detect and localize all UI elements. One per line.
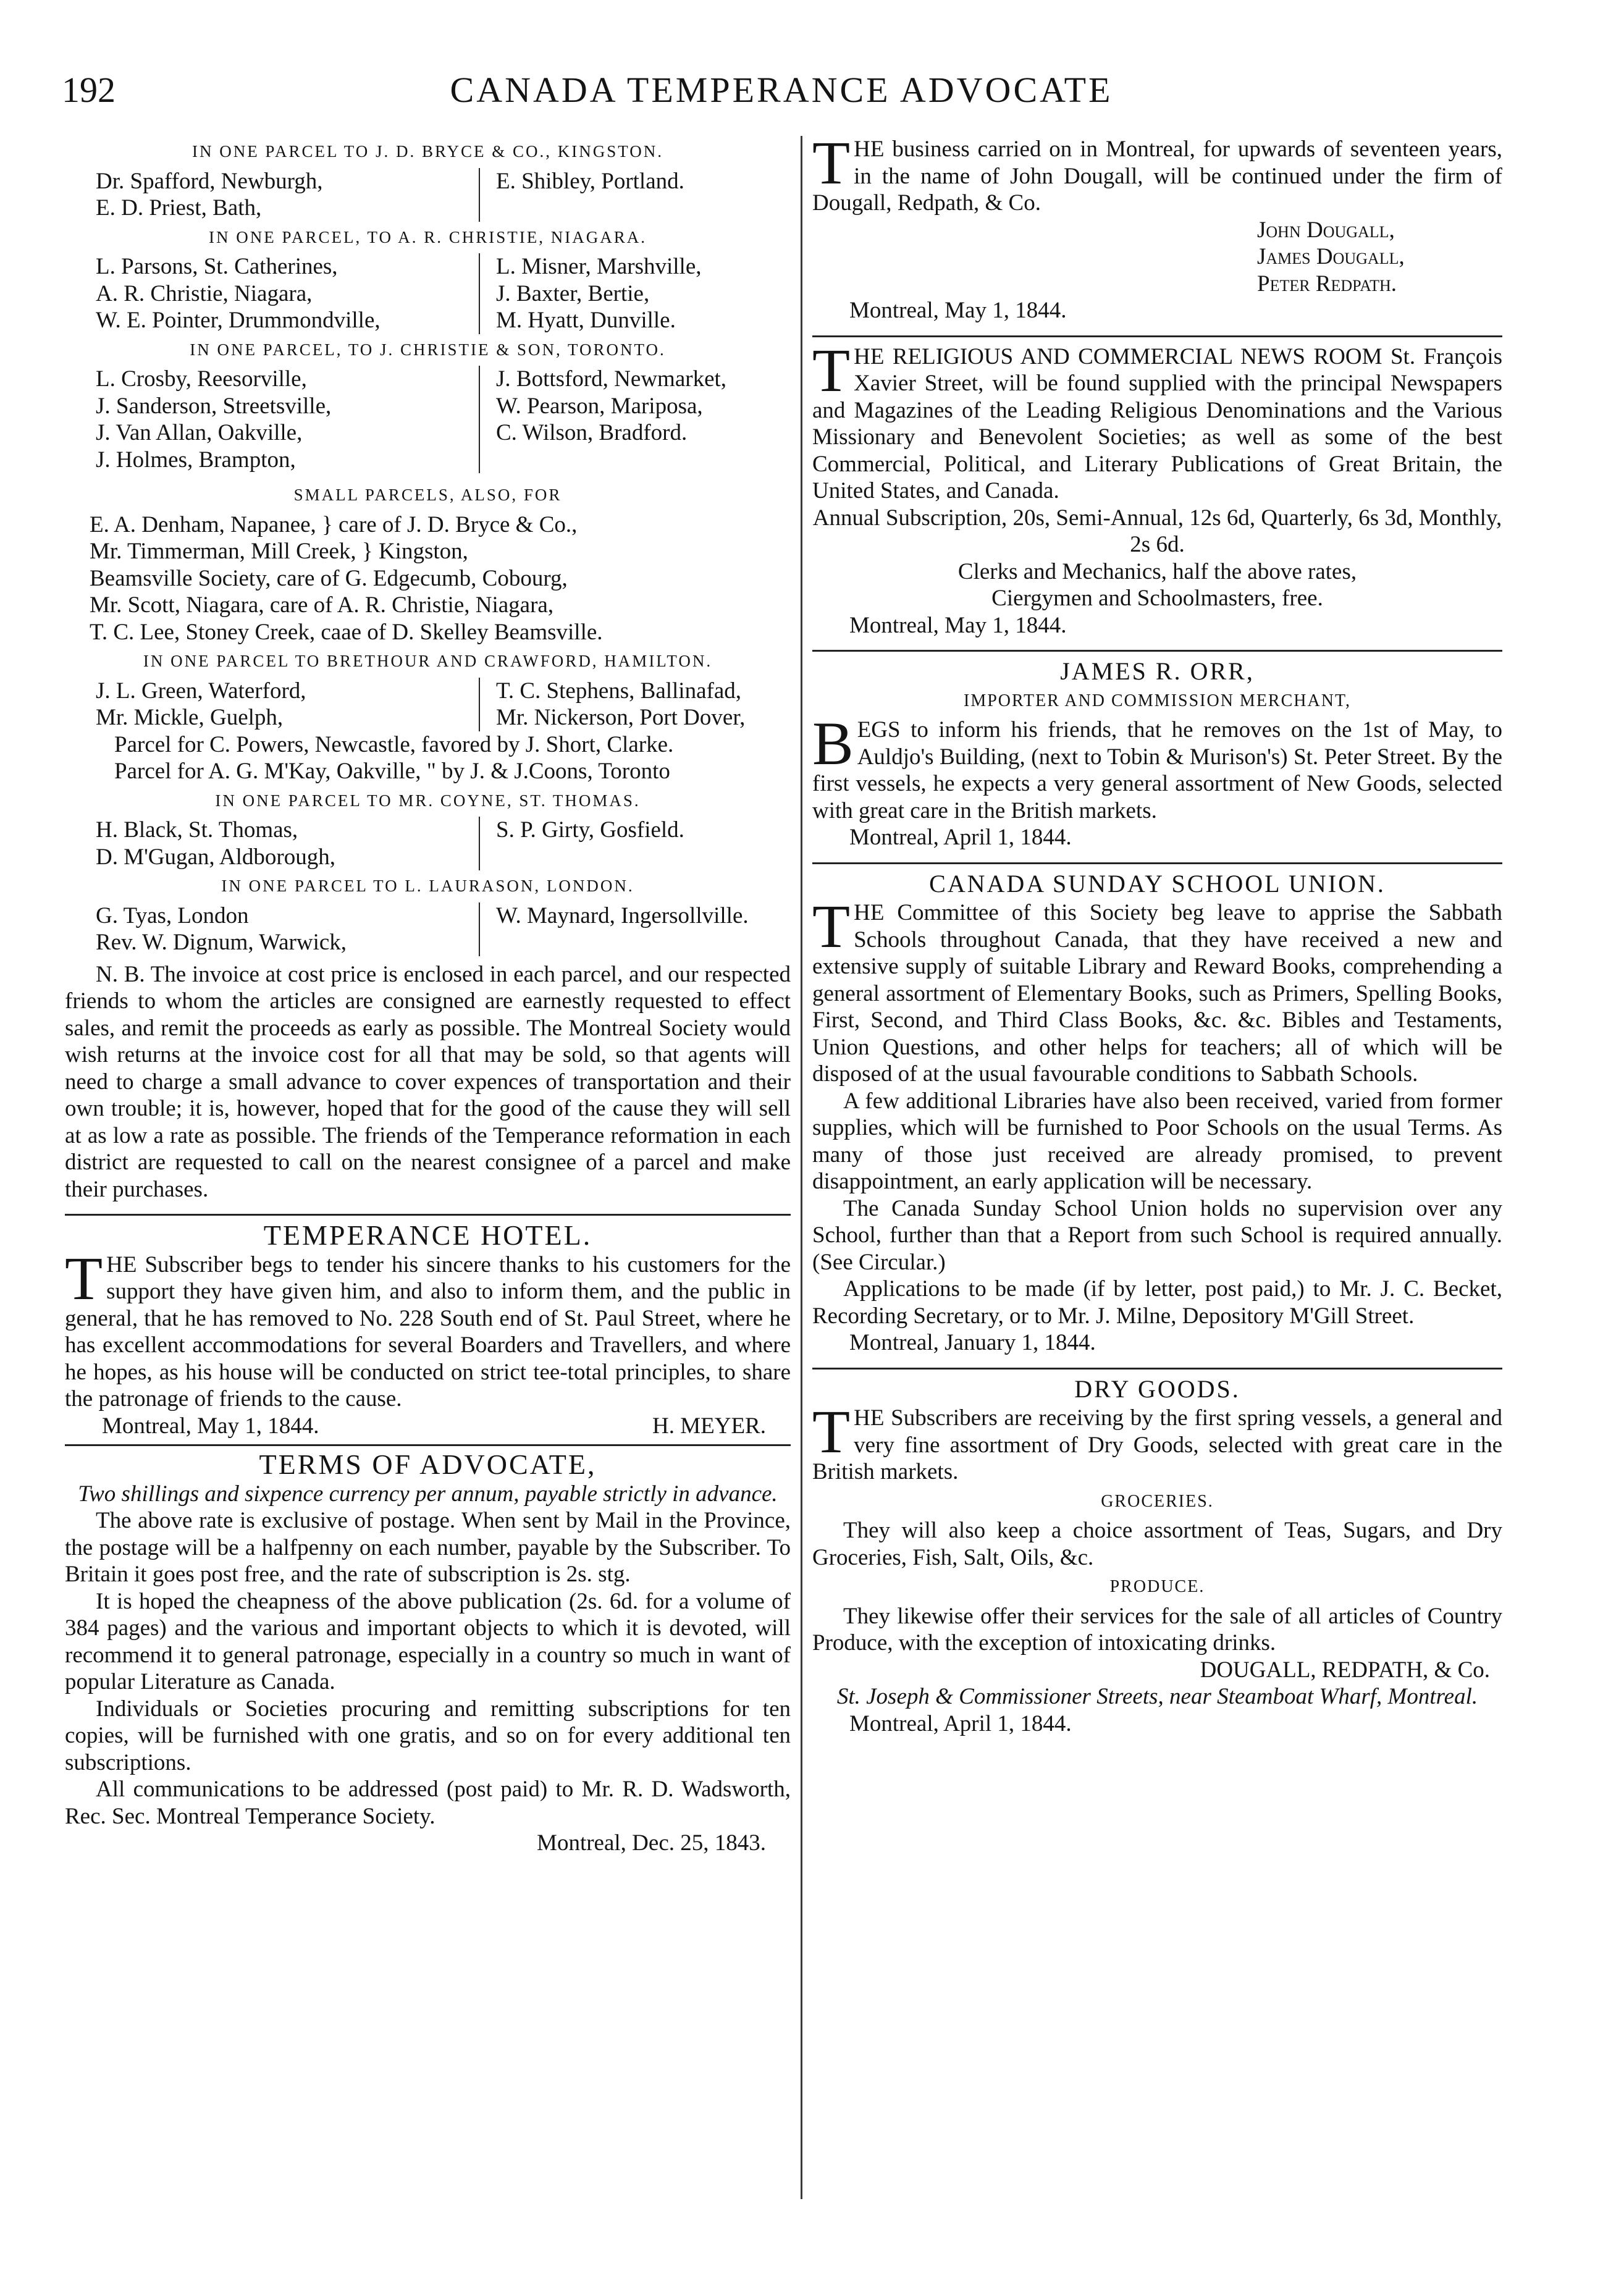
ad-date: Montreal, April 1, 1844. bbox=[849, 825, 1072, 850]
ad-text: HE RELIGIOUS AND COMMERCIAL NEWS ROOM St. François Xavier Street, will be found supplied with the principal Newspapers and Magazines of the Leading Religious Denominations and the Various Missionary and Benevolent Societies; as well as some of the best Commercial, Political, and Literary Publications of Great Britain, the United States, and Canada. bbox=[812, 343, 1502, 503]
ad-subtitle: IMPORTER AND COMMISSION MERCHANT, bbox=[964, 691, 1351, 710]
terms-subtitle: Two shillings and sixpence currency per annum, payable strictly in advance. bbox=[78, 1481, 778, 1507]
left-column bbox=[65, 136, 791, 1857]
small-parcel-line: E. A. Denham, Napanee, } care of J. D. Bryce & Co., bbox=[90, 511, 578, 537]
partner-names bbox=[812, 217, 1502, 298]
drop-cap: T bbox=[812, 1397, 851, 1466]
parcel-lines bbox=[65, 731, 791, 785]
james-orr-ad bbox=[812, 658, 1502, 851]
drop-cap: T bbox=[65, 1243, 103, 1313]
news-room-ad bbox=[812, 335, 1502, 639]
consignee: W. E. Pointer, Drummondville, bbox=[96, 308, 381, 333]
ad-date: Montreal, January 1, 1844. bbox=[849, 1330, 1096, 1355]
consignee bbox=[496, 447, 791, 474]
subheading-produce: PRODUCE. bbox=[1109, 1577, 1205, 1596]
parcel-line: Parcel for C. Powers, Newcastle, favored by J. Short, Clarke. bbox=[114, 731, 674, 757]
partner-name: Peter Redpath. bbox=[1257, 271, 1397, 297]
section-rule bbox=[812, 650, 1502, 652]
ad-paragraph: They likewise offer their services for the sale of all articles of Country Produce, with the exception of intoxicating drinks. bbox=[812, 1603, 1502, 1656]
parcel-caption: SMALL PARCELS, ALSO, FOR bbox=[293, 486, 562, 504]
ad-title: CANADA SUNDAY SCHOOL UNION. bbox=[929, 869, 1386, 898]
consignee bbox=[496, 844, 791, 871]
consignee bbox=[496, 195, 791, 222]
consignee bbox=[496, 929, 791, 956]
ad-address: St. Joseph & Commissioner Streets, near Steamboat Wharf, Montreal. bbox=[836, 1684, 1478, 1709]
ad-paragraph: The Canada Sunday School Union holds no supervision over any School, further than that a Report from such School is required annually. (See Circular.) bbox=[812, 1195, 1502, 1275]
parcel-list-kingston bbox=[65, 168, 791, 222]
consignee: D. M'Gugan, Aldborough, bbox=[96, 844, 335, 870]
consignee: Rev. W. Dignum, Warwick, bbox=[96, 930, 347, 955]
small-parcel-line: T. C. Lee, Stoney Creek, caae of D. Skelley Beamsville. bbox=[90, 619, 603, 645]
consignee: G. Tyas, London bbox=[96, 902, 249, 928]
consignee: L. Crosby, Reesorville, bbox=[96, 366, 307, 392]
ad-paragraph: Applications to be made (if by letter, post paid,) to Mr. J. C. Becket, Recording Secretary, or to Mr. J. Milne, Depository M'Gill Street. bbox=[812, 1276, 1502, 1329]
consignee: L. Parsons, St. Catherines, bbox=[96, 254, 338, 279]
parcel-list-toronto bbox=[65, 366, 791, 473]
parcel-caption: IN ONE PARCEL TO BRETHOUR AND CRAWFORD, HAMILTON. bbox=[143, 652, 713, 670]
clerks-rate: Clerks and Mechanics, half the above rates, bbox=[957, 558, 1357, 584]
consignee: H. Black, St. Thomas, bbox=[96, 817, 298, 843]
ad-text: HE Subscriber begs to tender his sincere thanks to his customers for the support they have given him, and also to inform them, and the public in general, that he has removed to No. 228 South end of St. Paul Street, where he has excellent accommodations for several Boarders and Travellers, and where he hopes, as his house will be conducted on strict tee-total principles, to share the patronage of friends to the cause. bbox=[65, 1252, 791, 1412]
consignee: W. Pearson, Mariposa, bbox=[496, 393, 703, 419]
ad-signoff bbox=[65, 1413, 791, 1440]
consignee: J. Sanderson, Streetsville, bbox=[96, 393, 332, 419]
parcel-caption: IN ONE PARCEL TO J. D. BRYCE & CO., KINGSTON. bbox=[191, 142, 664, 161]
ad-paragraph: They will also keep a choice assortment of Teas, Sugars, and Dry Groceries, Fish, Salt, Oils, &c. bbox=[812, 1518, 1502, 1570]
ad-signature: DOUGALL, REDPATH, & Co. bbox=[1200, 1657, 1490, 1683]
page-title: CANADA TEMPERANCE ADVOCATE bbox=[450, 70, 1113, 110]
consignee: J. L. Green, Waterford, bbox=[96, 678, 306, 704]
ad-text: HE Committee of this Society beg leave to apprise the Sabbath Schools throughout Canada, that they have received a new and extensive supply of suitable Library and Reward Books, comprehending a general assortment of Elementary Books, such as Primers, Spelling Books, First, Second, and Third Class Books, &c. &c. Bibles and Testaments, Union Questions, and other helps for teachers; all of which will be disposed of at the usual favourable conditions to Sabbath Schools. bbox=[812, 900, 1502, 1087]
consignee: Dr. Spafford, Newburgh, bbox=[96, 168, 323, 194]
terms-paragraph: All communications to be addressed (post paid) to Mr. R. D. Wadsworth, Rec. Sec. Montreal Temperance Society. bbox=[65, 1777, 791, 1829]
terms-paragraph: Individuals or Societies procuring and remitting subscriptions for ten copies, will be furnished with one gratis, and so on for every additional ten subscriptions. bbox=[65, 1696, 791, 1775]
terms-paragraph: The above rate is exclusive of postage. When sent by Mail in the Province, the postage will be a halfpenny on each number, payable by the Subscriber. To Britain it goes post free, and the rate of subscription is 2s. stg. bbox=[65, 1508, 791, 1587]
consignee: T. C. Stephens, Ballinafad, bbox=[496, 678, 741, 704]
consignee: S. P. Girty, Gosfield. bbox=[496, 817, 684, 843]
drop-cap: T bbox=[812, 128, 851, 197]
ad-date: Montreal, May 1, 1844. bbox=[102, 1413, 319, 1439]
parcel-caption: IN ONE PARCEL TO L. LAURASON, LONDON. bbox=[221, 877, 634, 895]
ad-date: Montreal, May 1, 1844. bbox=[849, 612, 1067, 638]
small-parcel-line: Beamsville Society, care of G. Edgecumb, Cobourg, bbox=[90, 565, 568, 591]
dry-goods-ad bbox=[812, 1376, 1502, 1738]
business-notice bbox=[812, 128, 1502, 324]
consignee: J. Bottsford, Newmarket, bbox=[496, 366, 727, 392]
drop-cap: B bbox=[812, 709, 854, 778]
section-rule bbox=[65, 1444, 791, 1446]
drop-cap: T bbox=[812, 335, 851, 405]
right-column bbox=[812, 128, 1502, 1737]
parcel-caption: IN ONE PARCEL, TO J. CHRISTIE & SON, TORONTO. bbox=[190, 340, 666, 359]
notice-date: Montreal, May 1, 1844. bbox=[849, 298, 1067, 323]
consignee: C. Wilson, Bradford. bbox=[496, 420, 688, 445]
partner-name: John Dougall, bbox=[1257, 217, 1395, 243]
clergy-rate: Ciergymen and Schoolmasters, free. bbox=[991, 586, 1323, 611]
ad-text: EGS to inform his friends, that he removes on the 1st of May, to Auldjo's Building, (next to Tobin & Murison's) St. Peter Street. By the first vessels, he expects a very general assortment of New Goods, selected with great care in the British markets. bbox=[812, 717, 1502, 823]
page-number: 192 bbox=[62, 70, 116, 110]
ad-date: Montreal, April 1, 1844. bbox=[849, 1710, 1072, 1736]
small-parcel-line: Mr. Scott, Niagara, care of A. R. Christie, Niagara, bbox=[90, 592, 554, 618]
ad-title: DRY GOODS. bbox=[1074, 1374, 1240, 1403]
terms-date: Montreal, Dec. 25, 1843. bbox=[537, 1830, 766, 1856]
consignee: M. Hyatt, Dunville. bbox=[496, 308, 676, 333]
ad-title: JAMES R. ORR, bbox=[1060, 657, 1255, 685]
ad-paragraph: A few additional Libraries have also been received, varied from former supplies, which will be furnished to Poor Schools on the usual Terms. As many of those just received are already promised, to prevent disappointment, an early application will be necessary. bbox=[812, 1088, 1502, 1194]
consignee: E. D. Priest, Bath, bbox=[96, 195, 262, 221]
consignee: Mr. Nickerson, Port Dover, bbox=[496, 705, 746, 730]
sunday-school-union-ad bbox=[812, 870, 1502, 1357]
partner-name: James Dougall, bbox=[1257, 244, 1405, 269]
consignee: A. R. Christie, Niagara, bbox=[96, 280, 313, 306]
parcel-caption: IN ONE PARCEL TO MR. COYNE, ST. THOMAS. bbox=[215, 791, 641, 810]
subscription-rates: Annual Subscription, 20s, Semi-Annual, 12s 6d, Quarterly, 6s 3d, Monthly, 2s 6d. bbox=[812, 505, 1502, 557]
consignee: J. Van Allan, Oakville, bbox=[96, 420, 303, 445]
subheading-groceries: GROCERIES. bbox=[1101, 1491, 1214, 1511]
terms-of-advocate bbox=[65, 1451, 791, 1857]
parcel-caption: IN ONE PARCEL, TO A. R. CHRISTIE, NIAGARA. bbox=[208, 227, 647, 246]
drop-cap: T bbox=[812, 892, 851, 961]
consignee: J. Holmes, Brampton, bbox=[96, 447, 296, 473]
consignee: Mr. Mickle, Guelph, bbox=[96, 705, 284, 730]
small-parcels-list bbox=[65, 511, 791, 646]
consignee: L. Misner, Marshville, bbox=[496, 254, 702, 279]
ad-title: TEMPERANCE HOTEL. bbox=[263, 1219, 592, 1251]
parcel-list-hamilton bbox=[65, 678, 791, 731]
temperance-hotel-ad bbox=[65, 1219, 791, 1439]
terms-title: TERMS OF ADVOCATE, bbox=[259, 1449, 597, 1480]
section-rule bbox=[812, 862, 1502, 864]
consignee: W. Maynard, Ingersollville. bbox=[496, 902, 749, 928]
section-rule bbox=[812, 1368, 1502, 1370]
small-parcel-line: Mr. Timmerman, Mill Creek, } Kingston, bbox=[90, 539, 468, 564]
terms-paragraph: It is hoped the cheapness of the above publication (2s. 6d. for a volume of 384 pages) and the various and important objects to which it is devoted, will recommend it to general patronage, especially in a country so much in want of popular Literature as Canada. bbox=[65, 1588, 791, 1694]
consignee: J. Baxter, Bertie, bbox=[496, 280, 650, 306]
notice-text: HE business carried on in Montreal, for upwards of seventeen years, in the name of John Dougall, will be continued under the firm of Dougall, Redpath, & Co. bbox=[812, 137, 1502, 216]
parcel-list-london bbox=[65, 902, 791, 956]
nota-bene-paragraph: N. B. The invoice at cost price is enclosed in each parcel, and our respected friends to whom the articles are consigned are earnestly requested to effect sales, and remit the proceeds as early as possible. The Montreal Society would wish returns at the invoice cost for all that may be sold, so that agents will need to charge a small advance to cover expences of transportation and their own trouble; it is, however, hoped that for the good of the cause they will sell at as low a rate as possible. The friends of the Temperance reformation in each district are requested to call on the nearest consignee of a parcel and make their purchases. bbox=[65, 961, 791, 1202]
section-rule bbox=[65, 1214, 791, 1216]
section-rule bbox=[812, 335, 1502, 337]
parcel-list-niagara bbox=[65, 253, 791, 334]
ad-text: HE Subscribers are receiving by the first spring vessels, a general and very fine assortment of Dry Goods, selected with great care in the British markets. bbox=[812, 1405, 1502, 1484]
column-divider bbox=[801, 136, 802, 2199]
parcel-list-st-thomas bbox=[65, 817, 791, 870]
ad-signature: H. MEYER. bbox=[652, 1413, 766, 1439]
parcel-line: Parcel for A. G. M'Kay, Oakville, " by J. & J.Coons, Toronto bbox=[114, 759, 670, 784]
consignee: E. Shibley, Portland. bbox=[496, 168, 684, 194]
page-header bbox=[62, 69, 1501, 125]
